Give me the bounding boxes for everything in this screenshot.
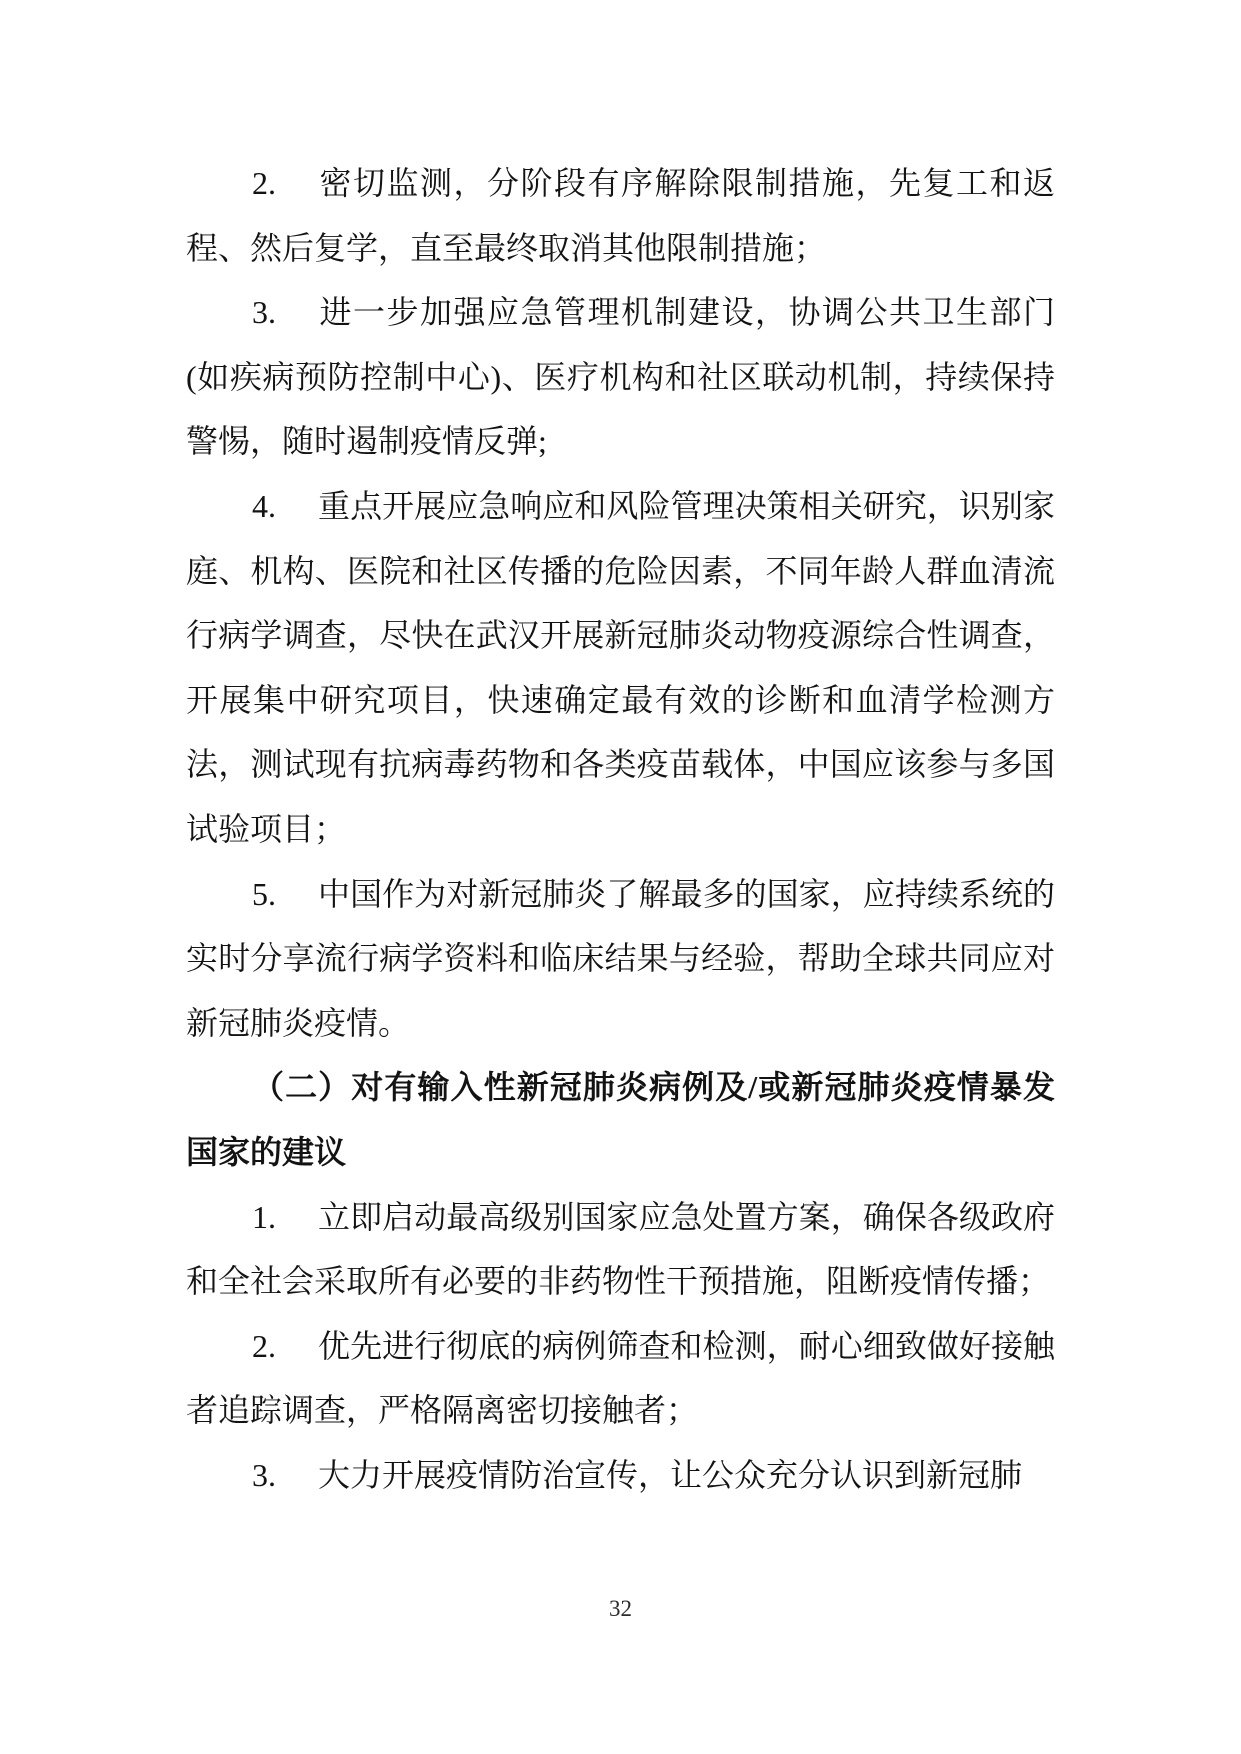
item-text: 进一步加强应急管理机制建设，协调公共卫生部门(如疾病预防控制中心)、医疗机构和社区联动机制，持续保持警惕，随时遏制疫情反弹; (186, 294, 1055, 460)
item-text: 立即启动最高级别国家应急处置方案，确保各级政府和全社会采取所有必要的非药物性干预措施，阻断疫情传播； (186, 1198, 1055, 1300)
list-item (186, 1443, 1055, 1508)
item-number: 2. (252, 165, 276, 201)
section-heading: （二）对有输入性新冠肺炎病例及/或新冠肺炎疫情暴发国家的建议 (186, 1069, 1055, 1170)
item-number: 4. (252, 487, 276, 524)
list-item (186, 1314, 1055, 1443)
page-body-text (186, 151, 1055, 1507)
list-item (186, 474, 1055, 862)
list-item (186, 1185, 1055, 1314)
item-text: 大力开展疫情防治宣传，让公众充分认识到新冠肺 (318, 1456, 1023, 1493)
item-number: 3. (252, 1456, 276, 1493)
list-item (186, 151, 1055, 280)
item-text: 密切监测，分阶段有序解除限制措施，先复工和返程、然后复学，直至最终取消其他限制措施； (186, 165, 1055, 266)
list-item (186, 862, 1055, 1056)
item-text: 中国作为对新冠肺炎了解最多的国家，应持续系统的实时分享流行病学资料和临床结果与经验，帮助全球共同应对新冠肺炎疫情。 (186, 875, 1055, 1041)
list-item (186, 280, 1055, 474)
item-text: 优先进行彻底的病例筛查和检测，耐心细致做好接触者追踪调查，严格隔离密切接触者； (186, 1327, 1055, 1429)
item-number: 3. (252, 294, 276, 331)
item-text: 重点开展应急响应和风险管理决策相关研究，识别家庭、机构、医院和社区传播的危险因素，不同年龄人群血清流行病学调查，尽快在武汉开展新冠肺炎动物疫源综合性调查，开展集中研究项目，快速确定最有效的诊断和血清学检测方法，测试现有抗病毒药物和各类疫苗载体，中国应该参与多国试验项目； (186, 487, 1055, 847)
item-number: 2. (252, 1327, 276, 1364)
item-number: 1. (252, 1198, 276, 1235)
item-number: 5. (252, 875, 276, 912)
page-number: 32 (609, 1596, 632, 1621)
